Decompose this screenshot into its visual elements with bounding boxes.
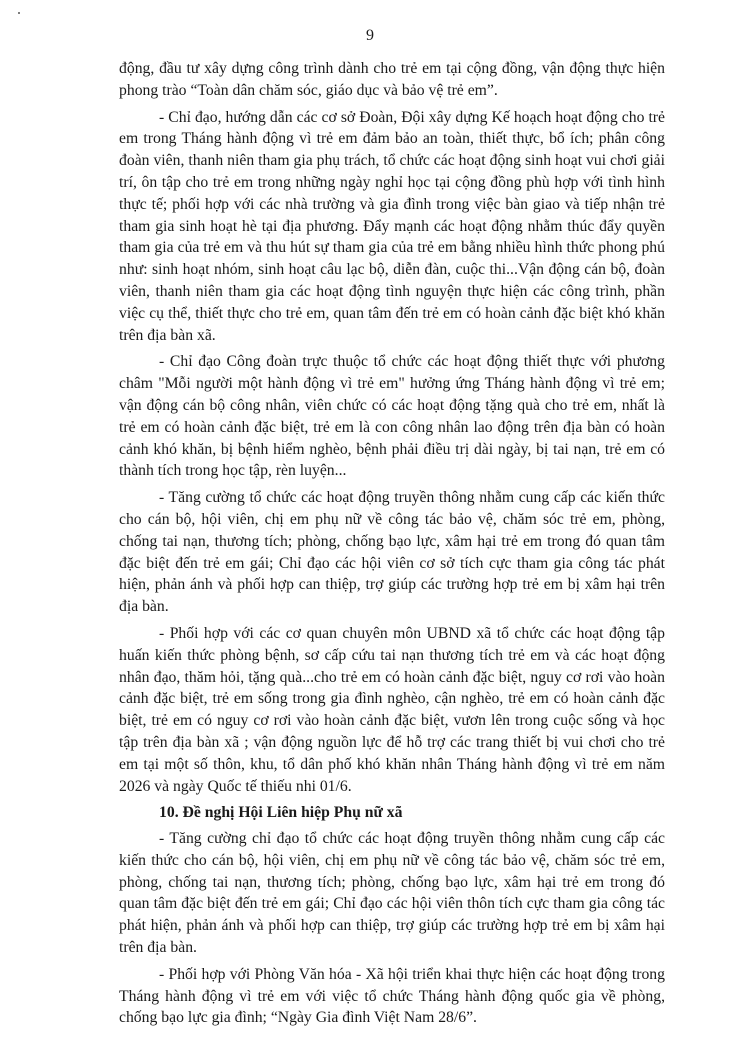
section-paragraph-phoi-hop: - Phối hợp với Phòng Văn hóa - Xã hội triển khai thực hiện các hoạt động trong Tháng hành động vì trẻ em với việc tổ chức Tháng hành động quốc gia về phòng, chống bạo lực gia đình; “Ngày Gia đình Việt Nam 28/6”. xyxy=(119,965,665,1027)
section-paragraph-truyen-thong: - Tăng cường chỉ đạo tổ chức các hoạt động truyền thông nhằm cung cấp các kiến thức cho cán bộ, hội viên, chị em phụ nữ về công tác bảo vệ, chăm sóc trẻ em, phòng, chống tai nạn, thương tích; phòng, chống bạo lực, xâm hại trẻ em trong đó quan tâm đặc biệt đến trẻ em gái; Chỉ đạo các hội viên thôn tích cực tham gia công tác phát hiện, phản ánh và phối hợp can thiệp, trợ giúp các trường hợp trẻ em bị xâm hại trên địa bàn. xyxy=(119,830,665,957)
paragraph-doan-doi: - Chỉ đạo, hướng dẫn các cơ sở Đoàn, Đội xây dựng Kế hoạch hoạt động cho trẻ em trong Tháng hành động vì trẻ em đảm bảo an toàn, thiết thực, bổ ích; phân công đoàn viên, thanh niên tham gia phụ trách, tổ chức các hoạt động sinh hoạt vui chơi giải trí, ôn tập cho trẻ em trong những ngày nghỉ học tại cộng đồng phù hợp với tình hình thực tế; phối hợp với các nhà trường và gia đình trong việc bàn giao và tiếp nhận trẻ tham gia sinh hoạt hè tại địa phương. Đẩy mạnh các hoạt động nhằm thúc đẩy quyền tham gia của trẻ em và thu hút sự tham gia của trẻ em bằng nhiều hình thức phong phú như: sinh hoạt nhóm, sinh hoạt câu lạc bộ, diễn đàn, cuộc thi...Vận động cán bộ, đoàn viên, thanh niên tham gia các hoạt động tình nguyện thực hiện các công trình, phần việc cụ thể, thiết thực cho trẻ em, quan tâm đến trẻ em có hoàn cảnh đặc biệt khó khăn trên địa bàn xã. xyxy=(119,108,665,344)
page-number: 9 xyxy=(366,27,374,44)
paragraph-cong-doan: - Chỉ đạo Công đoàn trực thuộc tổ chức các hoạt động thiết thực với phương châm "Mỗi người một hành động vì trẻ em" hưởng ứng Tháng hành động vì trẻ em; vận động cán bộ công nhân, viên chức có các hoạt động tặng quà cho trẻ em, nhất là trẻ em có hoàn cảnh đặc biệt, trẻ em là con công nhân lao động trên địa bàn có hoàn cảnh khó khăn, bị bệnh hiểm nghèo, bệnh phải điều trị dài ngày, bị tai nạn, trẻ em có thành tích trong học tập, rèn luyện... xyxy=(119,353,665,480)
scan-speck xyxy=(18,12,20,14)
paragraph-phoi-hop-ubnd: - Phối hợp với các cơ quan chuyên môn UBND xã tổ chức các hoạt động tập huấn kiến thức phòng bệnh, sơ cấp cứu tai nạn thương tích trẻ em và các hoạt động nhân đạo, thăm hỏi, tặng quà...cho trẻ em có hoàn cảnh đặc biệt, nguy cơ rơi vào hoàn cảnh đặc biệt, trẻ em sống trong gia đình nghèo, cận nghèo, trẻ em có hoàn cảnh đặc biệt, trẻ em có nguy cơ rơi vào hoàn cảnh đặc biệt, vươn lên trong cuộc sống và học tập trên địa bàn xã ; vận động nguồn lực để hỗ trợ các trang thiết bị vui chơi cho trẻ em tại một số thôn, khu, tổ dân phố khó khăn nhân Tháng hành động vì trẻ em năm 2026 và ngày Quốc tế thiếu nhi 01/6. xyxy=(119,624,665,795)
paragraph-truyen-thong: - Tăng cường tổ chức các hoạt động truyền thông nhằm cung cấp các kiến thức cho cán bộ, hội viên, chị em phụ nữ về công tác bảo vệ, chăm sóc trẻ em, phòng, chống tai nạn, thương tích; phòng, chống bạo lực, xâm hại trẻ em trong đó quan tâm đặc biệt đến trẻ em gái; Chỉ đạo các hội viên cơ sở tích cực tham gia công tác phát hiện, phản ánh và phối hợp can thiệp, trợ giúp các trường hợp trẻ em bị xâm hại trên địa bàn. xyxy=(119,489,665,616)
document-body xyxy=(119,58,665,1034)
paragraph-continuation: động, đầu tư xây dựng công trình dành cho trẻ em tại cộng đồng, vận động thực hiện phong trào “Toàn dân chăm sóc, giáo dục và bảo vệ trẻ em”. xyxy=(119,60,665,99)
section-heading: 10. Đề nghị Hội Liên hiệp Phụ nữ xã xyxy=(159,804,403,822)
